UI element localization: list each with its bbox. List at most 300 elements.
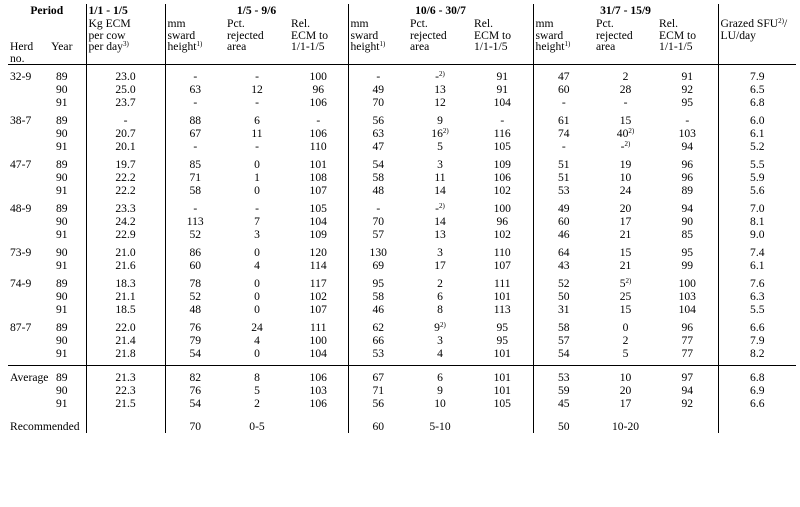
year-cell <box>38 384 86 397</box>
p2-col-1-cell <box>348 114 408 127</box>
p2-col-1-cell-text: 70 <box>372 96 385 109</box>
p2-col-2-cell <box>408 277 472 290</box>
p1-col-2-cell <box>225 96 289 109</box>
herd-label-l2: no. <box>10 51 25 65</box>
p3-col-1-cell <box>533 246 594 259</box>
p2-col-3-cell <box>472 277 533 290</box>
p1-col-3-cell-text: 106 <box>309 371 327 384</box>
p1-col-1-cell-text: 63 <box>189 83 202 96</box>
p2-col-2-cell <box>408 384 472 397</box>
p2-recommended-height <box>348 420 408 433</box>
column-header-line: Rel. <box>474 17 493 30</box>
recommended-ecm <box>86 420 165 433</box>
p1-col-2-cell <box>225 246 289 259</box>
ecm-cell <box>86 184 165 197</box>
footnote-marker: 1) <box>379 40 386 48</box>
ecm-cell <box>86 371 165 384</box>
p2-recommended-empty <box>472 420 533 433</box>
p2-col-2-cell-text: 10 <box>434 397 446 410</box>
p1-col-3-cell <box>289 127 348 140</box>
p3-col-1-cell-text: 60 <box>557 83 570 96</box>
p1-col-1-cell <box>165 96 225 109</box>
p3-col-3-cell-text: 103 <box>678 290 696 303</box>
column-header-line: area <box>410 40 430 53</box>
sfu-cell-text: 7.9 <box>750 334 765 347</box>
header-row-periods <box>8 4 796 17</box>
period-2-col-1-header <box>165 17 225 65</box>
ecm-cell <box>86 228 165 241</box>
p3-col-1-cell-text: 53 <box>557 371 570 384</box>
p3-col-1-cell <box>533 277 594 290</box>
p3-col-1-cell-text: 47 <box>557 70 570 83</box>
p1-col-3-cell <box>289 228 348 241</box>
year-cell-text: 89 <box>55 321 68 334</box>
p3-col-3-cell-text: 85 <box>681 228 694 241</box>
p3-col-3-cell <box>657 70 718 83</box>
p3-col-1-cell-text: 46 <box>557 228 570 241</box>
p1-col-2-cell <box>225 228 289 241</box>
column-header-line: ECM to <box>291 28 329 42</box>
p2-col-1-cell-text: - <box>376 202 381 215</box>
p3-col-3-cell-text: 90 <box>681 215 694 228</box>
p3-col-3-cell <box>657 303 718 316</box>
p1-col-2-cell <box>225 158 289 171</box>
p2-col-2-cell-text: 9 <box>434 321 440 334</box>
footnote-marker: 2) <box>628 127 635 135</box>
p2-col-2-cell-text: 13 <box>434 228 446 241</box>
p1-col-2-cell-text: - <box>255 96 259 109</box>
herd-cell <box>8 321 38 334</box>
ecm-cell-text: 21.4 <box>115 334 136 347</box>
period-2-range <box>165 4 348 17</box>
p3-col-3-cell-text: 97 <box>681 371 694 384</box>
p2-recommended-rejected-text: 5-10 <box>429 420 451 433</box>
p2-recommended-rejected <box>408 420 472 433</box>
recommended-row <box>8 420 796 433</box>
p2-col-1-cell <box>348 371 408 384</box>
herd-cell <box>8 202 38 215</box>
p2-col-1-cell-text: 48 <box>372 184 385 197</box>
period-3-col-1-header <box>348 17 408 65</box>
column-header-line: Rel. <box>659 17 679 30</box>
herd-cell-text: 73-9 <box>10 246 32 259</box>
p3-col-1-cell <box>533 334 594 347</box>
sfu-cell <box>718 215 796 228</box>
table-row <box>8 96 796 109</box>
p3-recommended-empty <box>657 420 718 433</box>
p3-col-2-cell <box>594 158 657 171</box>
p3-col-1-cell <box>533 321 594 334</box>
sfu-cell <box>718 384 796 397</box>
ecm-cell-text: 18.5 <box>115 303 136 316</box>
grazed-label-l1: Grazed SFU <box>720 17 779 30</box>
ecm-cell-text: 20.7 <box>115 127 136 140</box>
herd-cell <box>8 290 38 303</box>
herd-cell-text: 74-9 <box>10 277 32 290</box>
p1-col-2-cell <box>225 127 289 140</box>
p1-col-2-cell-text: 4 <box>254 259 260 272</box>
ecm-cell <box>86 290 165 303</box>
year-cell-text: 90 <box>55 290 68 303</box>
sfu-cell <box>718 246 796 259</box>
p2-col-3-cell-text: 101 <box>493 290 511 303</box>
p3-col-2-cell-text: 0 <box>622 321 629 334</box>
ecm-cell-text: 24.2 <box>115 215 136 228</box>
sfu-cell <box>718 96 796 109</box>
year-cell-text: 91 <box>55 184 68 197</box>
p1-col-3-cell-text: 106 <box>309 397 327 410</box>
grazed-header <box>718 17 796 65</box>
sfu-cell <box>718 158 796 171</box>
p3-col-1-cell-text: 49 <box>557 202 570 215</box>
table-row <box>8 83 796 96</box>
p2-col-3-cell <box>472 158 533 171</box>
p1-col-3-cell <box>289 334 348 347</box>
ecm-cell-text: 22.2 <box>115 171 136 184</box>
herd-cell <box>8 347 38 360</box>
p2-col-3-cell <box>472 384 533 397</box>
column-header-line: 1/1-1/5 <box>659 40 693 53</box>
year-cell <box>38 246 86 259</box>
p1-col-2-cell <box>225 371 289 384</box>
p2-col-3-cell <box>472 303 533 316</box>
p1-col-3-cell <box>289 303 348 316</box>
p1-col-3-cell-text: 109 <box>309 228 327 241</box>
p2-col-3-cell <box>472 259 533 272</box>
column-header-line: mm <box>535 17 554 30</box>
footnote-marker: 2) <box>442 127 449 135</box>
sfu-cell-text: 6.1 <box>750 259 765 272</box>
ecm-cell <box>86 114 165 127</box>
ecm-cell-text: 21.3 <box>115 371 136 384</box>
sfu-cell <box>718 347 796 360</box>
p2-col-2-cell-text: 6 <box>437 371 443 384</box>
ecm-cell-text: 25.0 <box>115 83 136 96</box>
p1-col-1-cell-text: 78 <box>189 277 202 290</box>
sfu-cell-text: 5.5 <box>750 158 765 171</box>
year-header <box>38 17 86 65</box>
p3-col-1-cell <box>533 290 594 303</box>
p2-col-2-cell-text: 3 <box>437 246 443 259</box>
p1-col-3-cell <box>289 371 348 384</box>
herd-cell-text: 48-9 <box>10 202 32 215</box>
p1-col-3-cell <box>289 184 348 197</box>
p1-col-3-cell-text: 107 <box>309 303 327 316</box>
footnote-marker: 2) <box>439 202 445 210</box>
p3-col-3-cell <box>657 158 718 171</box>
p3-col-1-cell-text: 57 <box>557 334 570 347</box>
table-row <box>8 228 796 241</box>
p3-col-2-cell <box>594 140 657 153</box>
year-cell <box>38 140 86 153</box>
p3-col-2-cell-text: 10 <box>619 371 632 384</box>
year-cell <box>38 290 86 303</box>
p3-col-2-cell <box>594 228 657 241</box>
p1-col-1-cell <box>165 140 225 153</box>
herd-cell <box>8 127 38 140</box>
p3-recommended-height-text: 50 <box>557 420 570 433</box>
p2-col-2-cell-text: - <box>435 202 440 215</box>
p1-recommended-height <box>165 420 225 433</box>
p3-col-2-cell <box>594 202 657 215</box>
p2-col-1-cell <box>348 215 408 228</box>
sfu-cell <box>718 277 796 290</box>
p3-col-2-cell-text: 15 <box>619 246 632 259</box>
ecm-cell <box>86 246 165 259</box>
herd-cell <box>8 228 38 241</box>
p3-col-1-cell <box>533 259 594 272</box>
herd-cell <box>8 384 38 397</box>
p1-col-3-cell <box>289 277 348 290</box>
herd-cell <box>8 158 38 171</box>
p2-col-2-cell <box>408 303 472 316</box>
p3-col-2-cell-text: 25 <box>619 290 632 303</box>
p2-col-3-cell <box>472 371 533 384</box>
p1-col-2-cell-text: 0 <box>254 303 260 316</box>
p1-col-2-cell <box>225 259 289 272</box>
table-row <box>8 246 796 259</box>
p2-col-3-cell <box>472 347 533 360</box>
p3-col-3-cell-text: 89 <box>681 184 694 197</box>
p1-recommended-empty <box>289 420 348 433</box>
p2-col-3-cell <box>472 96 533 109</box>
herd-cell-text: 47-7 <box>10 158 32 171</box>
p2-col-3-cell <box>472 114 533 127</box>
ecm-cell <box>86 140 165 153</box>
herd-cell <box>8 83 38 96</box>
footnote-marker: 1) <box>196 40 203 48</box>
p1-col-1-cell <box>165 371 225 384</box>
p2-col-1-cell-text: 57 <box>372 228 385 241</box>
column-header-line: sward <box>535 28 564 42</box>
p1-col-1-cell <box>165 290 225 303</box>
p1-col-2-cell <box>225 303 289 316</box>
p2-col-1-cell-text: 66 <box>372 334 385 347</box>
p2-col-2-cell <box>408 70 472 83</box>
p2-col-2-cell <box>408 334 472 347</box>
herd-cell-text: Average <box>10 371 49 384</box>
p1-col-3-cell-text: 106 <box>309 127 327 140</box>
p3-col-1-cell-text: 60 <box>557 215 570 228</box>
p1-col-3-cell <box>289 96 348 109</box>
p2-col-1-cell <box>348 127 408 140</box>
sfu-cell-text: 6.0 <box>750 114 765 127</box>
p1-col-2-cell <box>225 114 289 127</box>
p2-col-2-cell-text: 8 <box>437 303 443 316</box>
sfu-cell <box>718 303 796 316</box>
p2-col-2-cell <box>408 347 472 360</box>
column-header-line: ECM to <box>474 28 512 42</box>
p1-col-2-cell-text: 2 <box>254 397 260 410</box>
column-header-line: mm <box>167 17 186 30</box>
ecm-cell <box>86 158 165 171</box>
column-header-line: rejected <box>227 28 264 42</box>
period-4-col-3-header <box>657 17 718 65</box>
p3-col-3-cell <box>657 140 718 153</box>
p2-col-3-cell-text: 110 <box>493 246 511 259</box>
grazing-table <box>8 4 796 433</box>
column-header-line: 1/1-1/5 <box>291 40 325 53</box>
footnote-marker: 2) <box>624 140 631 148</box>
sfu-cell <box>718 290 796 303</box>
year-label: Year <box>51 40 73 53</box>
p2-col-1-cell <box>348 277 408 290</box>
p1-col-1-cell-text: 85 <box>189 158 202 171</box>
year-cell-text: 91 <box>55 140 68 153</box>
sfu-cell-text: 7.4 <box>750 246 765 259</box>
column-header-line: Pct. <box>596 17 614 30</box>
p1-col-3-cell-text: 104 <box>309 347 327 360</box>
p2-recommended-height-text: 60 <box>372 420 385 433</box>
p2-col-3-cell-text: 95 <box>496 334 509 347</box>
period-label-text: Period <box>30 4 64 17</box>
ecm-cell-text: 21.6 <box>115 259 136 272</box>
p2-col-2-cell-text: - <box>435 70 440 83</box>
sfu-cell <box>718 259 796 272</box>
p3-col-1-cell-text: 51 <box>557 171 570 184</box>
p2-col-2-cell-text: 2 <box>437 277 443 290</box>
p2-col-1-cell <box>348 259 408 272</box>
p3-col-3-cell <box>657 277 718 290</box>
herd-cell <box>8 140 38 153</box>
p1-col-3-cell-text: 106 <box>309 96 327 109</box>
herd-label-l1: Herd <box>10 40 34 53</box>
p1-col-1-cell <box>165 397 225 410</box>
p1-col-3-cell <box>289 246 348 259</box>
p2-col-3-cell-text: 107 <box>493 259 511 272</box>
p1-col-1-cell-text: 76 <box>189 321 202 334</box>
p2-col-3-cell-text: 104 <box>493 96 511 109</box>
p3-col-2-cell-text: 15 <box>619 114 632 127</box>
ecm-cell <box>86 347 165 360</box>
p1-col-2-cell-text: 0 <box>254 347 260 360</box>
period-3-range-text: 10/6 - 30/7 <box>415 4 466 17</box>
sfu-cell-text: 5.5 <box>750 303 765 316</box>
p3-col-1-cell <box>533 140 594 153</box>
p1-col-2-cell-text: - <box>255 140 259 153</box>
p3-col-1-cell-text: 58 <box>557 321 570 334</box>
ecm-cell <box>86 215 165 228</box>
column-header-line: sward <box>350 28 379 42</box>
p3-col-3-cell-text: 95 <box>681 246 694 259</box>
p1-col-3-cell-text: 117 <box>309 277 327 290</box>
p2-col-3-cell <box>472 228 533 241</box>
p3-col-1-cell-text: 43 <box>557 259 570 272</box>
p2-col-2-cell <box>408 114 472 127</box>
p1-col-3-cell <box>289 215 348 228</box>
p2-col-2-cell-text: 9 <box>437 384 443 397</box>
p1-col-1-cell <box>165 303 225 316</box>
herd-cell <box>8 246 38 259</box>
column-header-line: Pct. <box>410 17 428 30</box>
p3-col-2-cell <box>594 246 657 259</box>
p2-col-3-cell <box>472 202 533 215</box>
p2-col-3-cell <box>472 127 533 140</box>
p3-col-2-cell <box>594 259 657 272</box>
year-cell-text: 89 <box>55 202 68 215</box>
footnote-marker: 3) <box>122 40 129 48</box>
footnote-marker: 1) <box>564 40 571 48</box>
year-cell-text: 91 <box>55 303 68 316</box>
year-cell <box>38 228 86 241</box>
period-2-range-text: 1/5 - 9/6 <box>236 4 277 17</box>
p3-col-2-cell-text: 17 <box>619 397 632 410</box>
p2-col-1-cell <box>348 96 408 109</box>
p2-col-2-cell-text: 14 <box>434 215 446 228</box>
p1-col-1-cell-text: 48 <box>189 303 202 316</box>
p2-col-2-cell-text: 17 <box>434 259 446 272</box>
p2-col-3-cell <box>472 70 533 83</box>
p1-col-2-cell-text: 1 <box>254 171 260 184</box>
p2-col-1-cell <box>348 83 408 96</box>
p2-col-2-cell <box>408 290 472 303</box>
p3-col-2-cell <box>594 70 657 83</box>
p2-col-1-cell-text: 58 <box>372 171 385 184</box>
p1-col-1-cell-text: 71 <box>189 171 202 184</box>
p2-col-2-cell-text: 6 <box>437 290 443 303</box>
p3-col-3-cell-text: - <box>685 114 690 127</box>
p1-col-2-cell-text: 0 <box>254 290 260 303</box>
p3-col-3-cell <box>657 397 718 410</box>
table-row <box>8 114 796 127</box>
p2-col-1-cell-text: 70 <box>372 215 385 228</box>
p3-col-1-cell <box>533 347 594 360</box>
sfu-cell <box>718 70 796 83</box>
p1-col-3-cell-text: 110 <box>309 140 327 153</box>
p2-col-3-cell <box>472 290 533 303</box>
year-cell <box>38 83 86 96</box>
sfu-cell-text: 8.1 <box>750 215 765 228</box>
p1-col-3-cell-text: 103 <box>309 384 327 397</box>
sfu-cell-text: 6.3 <box>750 290 765 303</box>
p2-col-3-cell <box>472 184 533 197</box>
p2-col-2-cell-text: 9 <box>437 114 443 127</box>
p1-col-2-cell <box>225 202 289 215</box>
ecm-header <box>86 17 165 65</box>
p1-col-1-cell-text: 67 <box>189 127 202 140</box>
p3-col-3-cell <box>657 290 718 303</box>
sfu-cell-text: 7.9 <box>750 70 765 83</box>
period-label <box>8 4 86 17</box>
p3-col-1-cell <box>533 384 594 397</box>
p2-col-2-cell <box>408 158 472 171</box>
p2-col-1-cell-text: 63 <box>372 127 385 140</box>
p3-col-2-cell <box>594 384 657 397</box>
year-cell <box>38 347 86 360</box>
p3-col-1-cell-text: 61 <box>557 114 570 127</box>
year-cell-text: 90 <box>55 334 68 347</box>
sfu-cell-text: 8.2 <box>750 347 765 360</box>
p1-col-3-cell <box>289 83 348 96</box>
p2-col-2-cell <box>408 215 472 228</box>
average-row <box>8 371 796 384</box>
p1-col-2-cell <box>225 215 289 228</box>
sfu-cell-text: 5.6 <box>750 184 765 197</box>
p2-col-3-cell-text: 96 <box>496 215 509 228</box>
p2-col-2-cell-text: 3 <box>437 158 443 171</box>
p3-col-1-cell <box>533 215 594 228</box>
p1-col-1-cell <box>165 228 225 241</box>
p3-col-1-cell <box>533 70 594 83</box>
p3-col-2-cell-text: 19 <box>619 158 632 171</box>
p1-col-1-cell <box>165 171 225 184</box>
herd-cell-text: 38-7 <box>10 114 32 127</box>
p1-col-1-cell <box>165 321 225 334</box>
p3-col-1-cell-text: 74 <box>557 127 570 140</box>
p2-col-1-cell-text: 71 <box>372 384 385 397</box>
ecm-header-line: Kg ECM <box>88 17 131 30</box>
p2-col-1-cell-text: 69 <box>372 259 385 272</box>
